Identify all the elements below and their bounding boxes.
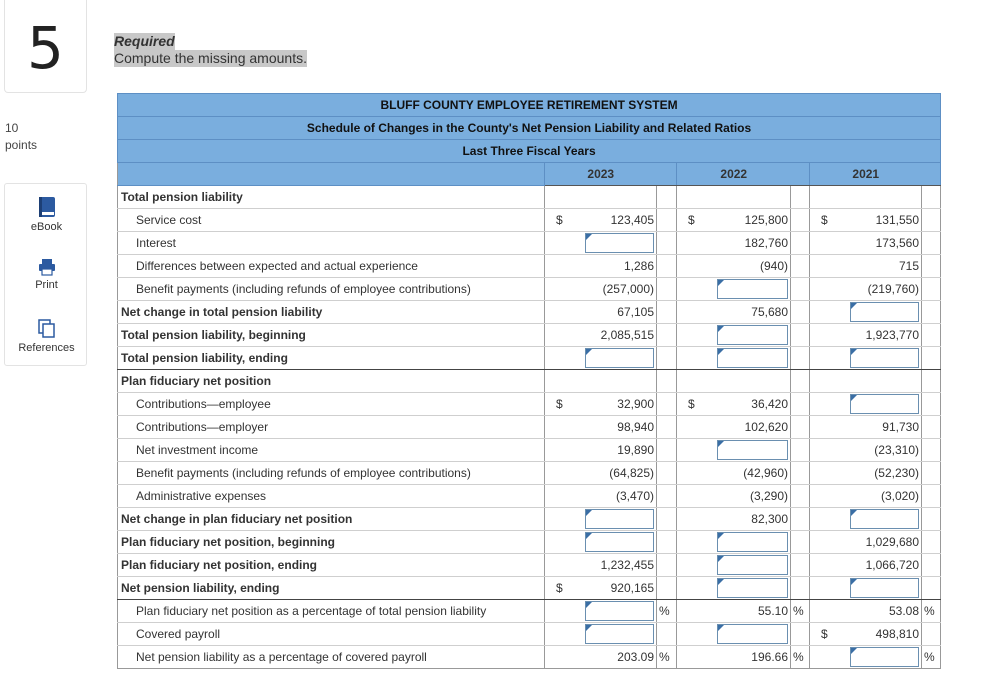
empty-cell bbox=[585, 186, 657, 209]
percent-sign bbox=[657, 255, 677, 278]
answer-input-cell[interactable] bbox=[717, 623, 791, 646]
amount-cell: 102,620 bbox=[717, 416, 791, 439]
amount-cell: (219,760) bbox=[850, 278, 922, 301]
amount-cell: (64,825) bbox=[585, 462, 657, 485]
row-label: Net investment income bbox=[118, 439, 545, 462]
percent-sign bbox=[922, 531, 941, 554]
amount-cell: 67,105 bbox=[585, 301, 657, 324]
table-row bbox=[118, 554, 941, 577]
table-row bbox=[118, 255, 941, 278]
answer-input[interactable] bbox=[585, 624, 655, 644]
currency-sign: $ bbox=[677, 209, 717, 232]
year-2023: 2023 bbox=[545, 163, 657, 186]
amount-cell: (940) bbox=[717, 255, 791, 278]
amount-cell: 182,760 bbox=[717, 232, 791, 255]
currency-sign bbox=[677, 370, 717, 393]
amount-cell: 920,165 bbox=[585, 577, 657, 600]
percent-sign bbox=[791, 623, 810, 646]
percent-sign bbox=[922, 324, 941, 347]
currency-sign bbox=[810, 485, 850, 508]
currency-sign bbox=[677, 508, 717, 531]
currency-sign bbox=[545, 347, 585, 370]
table-row bbox=[118, 577, 941, 600]
percent-sign bbox=[791, 485, 810, 508]
percent-sign bbox=[922, 485, 941, 508]
currency-sign bbox=[810, 278, 850, 301]
currency-sign bbox=[545, 600, 585, 623]
answer-input-cell[interactable] bbox=[717, 439, 791, 462]
percent-sign bbox=[791, 278, 810, 301]
currency-sign bbox=[545, 370, 585, 393]
row-label: Net pension liability as a percentage of covered payroll bbox=[118, 646, 545, 669]
answer-input-cell[interactable] bbox=[717, 554, 791, 577]
currency-sign bbox=[677, 531, 717, 554]
answer-input[interactable] bbox=[585, 509, 655, 529]
printer-icon bbox=[38, 258, 56, 276]
amount-cell: 53.08 bbox=[850, 600, 922, 623]
amount-cell: 55.10 bbox=[717, 600, 791, 623]
row-label: Contributions—employer bbox=[118, 416, 545, 439]
amount-cell: 173,560 bbox=[850, 232, 922, 255]
table-row bbox=[118, 416, 941, 439]
percent-sign bbox=[791, 462, 810, 485]
row-label: Plan fiduciary net position as a percentage of total pension liability bbox=[118, 600, 545, 623]
currency-sign bbox=[545, 232, 585, 255]
table-row bbox=[118, 370, 941, 393]
row-label: Administrative expenses bbox=[118, 485, 545, 508]
tools-panel bbox=[4, 183, 87, 366]
currency-sign bbox=[810, 577, 850, 600]
percent-sign bbox=[791, 209, 810, 232]
answer-input[interactable] bbox=[850, 647, 920, 667]
amount-cell: 203.09 bbox=[585, 646, 657, 669]
currency-sign bbox=[677, 232, 717, 255]
row-label: Contributions—employee bbox=[118, 393, 545, 416]
currency-sign bbox=[677, 278, 717, 301]
answer-input[interactable] bbox=[585, 532, 655, 552]
empty-cell bbox=[717, 186, 791, 209]
table-row bbox=[118, 186, 941, 209]
currency-sign bbox=[677, 554, 717, 577]
amount-cell: 125,800 bbox=[717, 209, 791, 232]
currency-sign: $ bbox=[810, 623, 850, 646]
currency-sign bbox=[810, 393, 850, 416]
currency-sign bbox=[677, 324, 717, 347]
currency-sign bbox=[545, 255, 585, 278]
percent-sign bbox=[922, 278, 941, 301]
answer-input[interactable] bbox=[717, 325, 789, 345]
row-label: Service cost bbox=[118, 209, 545, 232]
percent-sign bbox=[657, 439, 677, 462]
answer-input[interactable] bbox=[717, 532, 789, 552]
amount-cell: 498,810 bbox=[850, 623, 922, 646]
currency-sign bbox=[810, 600, 850, 623]
amount-cell: 2,085,515 bbox=[585, 324, 657, 347]
currency-sign bbox=[677, 485, 717, 508]
currency-sign bbox=[545, 324, 585, 347]
percent-sign bbox=[791, 255, 810, 278]
percent-sign bbox=[922, 439, 941, 462]
points-label: points bbox=[5, 138, 38, 152]
percent-sign bbox=[791, 439, 810, 462]
percent-sign bbox=[657, 186, 677, 209]
answer-input[interactable] bbox=[850, 509, 920, 529]
pension-schedule bbox=[117, 93, 940, 669]
currency-sign: $ bbox=[545, 393, 585, 416]
percent-sign bbox=[922, 209, 941, 232]
amount-cell: 1,286 bbox=[585, 255, 657, 278]
answer-input-cell[interactable] bbox=[850, 646, 922, 669]
amount-cell: 82,300 bbox=[717, 508, 791, 531]
currency-sign bbox=[677, 416, 717, 439]
required-title: Required bbox=[114, 33, 175, 49]
print-button[interactable] bbox=[5, 258, 88, 291]
currency-sign bbox=[810, 324, 850, 347]
percent-sign bbox=[657, 209, 677, 232]
currency-sign bbox=[810, 186, 850, 209]
amount-cell: 98,940 bbox=[585, 416, 657, 439]
table-row bbox=[118, 462, 941, 485]
amount-cell: (3,290) bbox=[717, 485, 791, 508]
percent-sign bbox=[657, 508, 677, 531]
empty-cell bbox=[717, 370, 791, 393]
currency-sign bbox=[810, 439, 850, 462]
required-instruction: Compute the missing amounts. bbox=[114, 50, 307, 66]
question-number: 5 bbox=[27, 14, 64, 82]
table-subtitle: Schedule of Changes in the County's Net Pension Liability and Related Ratios bbox=[118, 117, 941, 140]
answer-input-cell[interactable] bbox=[717, 531, 791, 554]
currency-sign bbox=[545, 301, 585, 324]
percent-sign bbox=[922, 577, 941, 600]
answer-input[interactable] bbox=[717, 440, 789, 460]
amount-cell: (42,960) bbox=[717, 462, 791, 485]
percent-sign bbox=[657, 393, 677, 416]
currency-sign bbox=[677, 646, 717, 669]
answer-input[interactable] bbox=[717, 578, 789, 598]
percent-sign bbox=[922, 508, 941, 531]
year-2022: 2022 bbox=[677, 163, 791, 186]
answer-input-cell[interactable] bbox=[850, 347, 922, 370]
percent-sign bbox=[657, 301, 677, 324]
answer-input[interactable] bbox=[585, 348, 655, 368]
percent-sign bbox=[922, 416, 941, 439]
ebook-button[interactable] bbox=[5, 196, 88, 233]
percent-sign bbox=[791, 531, 810, 554]
currency-sign bbox=[677, 600, 717, 623]
row-label: Benefit payments (including refunds of employee contributions) bbox=[118, 462, 545, 485]
currency-sign bbox=[677, 186, 717, 209]
currency-sign bbox=[677, 623, 717, 646]
amount-cell: (23,310) bbox=[850, 439, 922, 462]
schedule-rows bbox=[118, 186, 941, 669]
documents-icon bbox=[38, 319, 56, 339]
references-label: References bbox=[18, 342, 75, 354]
currency-sign bbox=[545, 416, 585, 439]
answer-input[interactable] bbox=[850, 348, 920, 368]
amount-cell: 36,420 bbox=[717, 393, 791, 416]
percent-sign bbox=[657, 416, 677, 439]
currency-sign: $ bbox=[545, 577, 585, 600]
ebook-label: eBook bbox=[30, 221, 63, 233]
table-row bbox=[118, 301, 941, 324]
percent-sign bbox=[657, 531, 677, 554]
percent-sign bbox=[657, 577, 677, 600]
currency-sign: $ bbox=[677, 393, 717, 416]
percent-sign bbox=[791, 301, 810, 324]
answer-input[interactable] bbox=[850, 302, 920, 322]
currency-sign bbox=[677, 301, 717, 324]
answer-input-cell[interactable] bbox=[850, 301, 922, 324]
amount-cell: (3,470) bbox=[585, 485, 657, 508]
percent-sign bbox=[657, 347, 677, 370]
percent-sign bbox=[791, 508, 810, 531]
currency-sign bbox=[545, 278, 585, 301]
answer-input-cell[interactable] bbox=[585, 600, 657, 623]
currency-sign bbox=[810, 255, 850, 278]
percent-sign bbox=[657, 623, 677, 646]
percent-sign bbox=[791, 347, 810, 370]
row-label: Plan fiduciary net position, ending bbox=[118, 554, 545, 577]
empty-cell bbox=[850, 370, 922, 393]
answer-input-cell[interactable] bbox=[585, 508, 657, 531]
answer-input[interactable] bbox=[585, 601, 655, 621]
amount-cell: 19,890 bbox=[585, 439, 657, 462]
percent-sign bbox=[922, 393, 941, 416]
currency-sign bbox=[810, 554, 850, 577]
percent-sign bbox=[791, 370, 810, 393]
answer-input-cell[interactable] bbox=[717, 278, 791, 301]
table-row bbox=[118, 508, 941, 531]
percent-sign bbox=[922, 255, 941, 278]
amount-cell: 123,405 bbox=[585, 209, 657, 232]
currency-sign bbox=[677, 439, 717, 462]
currency-sign bbox=[677, 462, 717, 485]
percent-sign bbox=[657, 462, 677, 485]
required-section bbox=[114, 33, 307, 67]
amount-cell: 91,730 bbox=[850, 416, 922, 439]
currency-sign bbox=[545, 531, 585, 554]
currency-sign bbox=[545, 439, 585, 462]
amount-cell: 196.66 bbox=[717, 646, 791, 669]
answer-input[interactable] bbox=[850, 394, 920, 414]
percent-sign bbox=[791, 324, 810, 347]
table-row bbox=[118, 600, 941, 623]
row-label: Plan fiduciary net position bbox=[118, 370, 545, 393]
percent-sign bbox=[657, 554, 677, 577]
percent-sign bbox=[922, 301, 941, 324]
currency-sign bbox=[810, 531, 850, 554]
currency-sign bbox=[545, 462, 585, 485]
amount-cell: 1,029,680 bbox=[850, 531, 922, 554]
currency-sign: $ bbox=[545, 209, 585, 232]
percent-sign bbox=[922, 370, 941, 393]
amount-cell: 1,923,770 bbox=[850, 324, 922, 347]
amount-cell: (257,000) bbox=[585, 278, 657, 301]
currency-sign bbox=[810, 347, 850, 370]
answer-input[interactable] bbox=[717, 279, 789, 299]
question-number-box bbox=[4, 0, 87, 93]
currency-sign bbox=[810, 416, 850, 439]
percent-sign bbox=[791, 393, 810, 416]
row-label: Interest bbox=[118, 232, 545, 255]
answer-input-cell[interactable] bbox=[850, 393, 922, 416]
row-label: Net change in total pension liability bbox=[118, 301, 545, 324]
currency-sign bbox=[810, 462, 850, 485]
currency-sign bbox=[545, 186, 585, 209]
table-row bbox=[118, 209, 941, 232]
row-label: Total pension liability, ending bbox=[118, 347, 545, 370]
currency-sign bbox=[810, 370, 850, 393]
row-label: Total pension liability, beginning bbox=[118, 324, 545, 347]
table-row bbox=[118, 439, 941, 462]
currency-sign bbox=[545, 623, 585, 646]
percent-sign bbox=[791, 416, 810, 439]
amount-cell: 32,900 bbox=[585, 393, 657, 416]
currency-sign bbox=[677, 255, 717, 278]
answer-input-cell[interactable] bbox=[585, 623, 657, 646]
percent-sign bbox=[791, 577, 810, 600]
currency-sign bbox=[677, 577, 717, 600]
percent-sign: % bbox=[922, 600, 941, 623]
currency-sign bbox=[545, 508, 585, 531]
empty-cell bbox=[585, 370, 657, 393]
amount-cell: 1,066,720 bbox=[850, 554, 922, 577]
percent-sign bbox=[791, 554, 810, 577]
percent-sign: % bbox=[791, 646, 810, 669]
row-label: Benefit payments (including refunds of employee contributions) bbox=[118, 278, 545, 301]
amount-cell: (52,230) bbox=[850, 462, 922, 485]
percent-sign: % bbox=[657, 600, 677, 623]
book-icon bbox=[38, 196, 56, 218]
percent-sign bbox=[657, 232, 677, 255]
table-row bbox=[118, 623, 941, 646]
empty-cell bbox=[850, 186, 922, 209]
row-label: Plan fiduciary net position, beginning bbox=[118, 531, 545, 554]
answer-input-cell[interactable] bbox=[585, 531, 657, 554]
currency-sign bbox=[810, 232, 850, 255]
schedule-table bbox=[117, 93, 941, 669]
table-row bbox=[118, 347, 941, 370]
answer-input[interactable] bbox=[585, 233, 655, 253]
percent-sign bbox=[657, 324, 677, 347]
currency-sign bbox=[810, 508, 850, 531]
answer-input[interactable] bbox=[717, 624, 789, 644]
percent-sign: % bbox=[922, 646, 941, 669]
print-label: Print bbox=[35, 279, 58, 291]
currency-sign bbox=[545, 485, 585, 508]
table-row bbox=[118, 393, 941, 416]
references-button[interactable] bbox=[5, 319, 88, 354]
row-label: Net pension liability, ending bbox=[118, 577, 545, 600]
answer-input-cell[interactable] bbox=[717, 347, 791, 370]
row-label: Net change in plan fiduciary net position bbox=[118, 508, 545, 531]
table-row bbox=[118, 646, 941, 669]
year-2021: 2021 bbox=[810, 163, 922, 186]
percent-sign: % bbox=[657, 646, 677, 669]
percent-sign bbox=[791, 232, 810, 255]
currency-sign bbox=[677, 347, 717, 370]
percent-sign bbox=[791, 186, 810, 209]
percent-sign bbox=[922, 554, 941, 577]
table-period: Last Three Fiscal Years bbox=[118, 140, 941, 163]
percent-sign bbox=[922, 462, 941, 485]
percent-sign bbox=[922, 232, 941, 255]
amount-cell: 1,232,455 bbox=[585, 554, 657, 577]
answer-input-cell[interactable] bbox=[585, 347, 657, 370]
percent-sign bbox=[657, 485, 677, 508]
row-label: Total pension liability bbox=[118, 186, 545, 209]
answer-input[interactable] bbox=[850, 578, 920, 598]
percent-sign bbox=[922, 186, 941, 209]
points-value: 10 bbox=[5, 121, 19, 135]
currency-sign: $ bbox=[810, 209, 850, 232]
points-info bbox=[5, 120, 37, 154]
table-row bbox=[118, 324, 941, 347]
percent-sign bbox=[922, 347, 941, 370]
currency-sign bbox=[545, 646, 585, 669]
amount-cell: 715 bbox=[850, 255, 922, 278]
percent-sign bbox=[657, 278, 677, 301]
currency-sign bbox=[545, 554, 585, 577]
table-row bbox=[118, 278, 941, 301]
table-row bbox=[118, 232, 941, 255]
row-label: Differences between expected and actual experience bbox=[118, 255, 545, 278]
answer-input-cell[interactable] bbox=[850, 508, 922, 531]
table-row bbox=[118, 531, 941, 554]
percent-sign bbox=[922, 623, 941, 646]
amount-cell: (3,020) bbox=[850, 485, 922, 508]
amount-cell: 131,550 bbox=[850, 209, 922, 232]
currency-sign bbox=[810, 646, 850, 669]
currency-sign bbox=[810, 301, 850, 324]
answer-input-cell[interactable] bbox=[850, 577, 922, 600]
answer-input-cell[interactable] bbox=[717, 324, 791, 347]
table-row bbox=[118, 485, 941, 508]
answer-input[interactable] bbox=[717, 555, 789, 575]
row-label: Covered payroll bbox=[118, 623, 545, 646]
percent-sign: % bbox=[791, 600, 810, 623]
amount-cell: 75,680 bbox=[717, 301, 791, 324]
answer-input[interactable] bbox=[717, 348, 789, 368]
table-title: BLUFF COUNTY EMPLOYEE RETIREMENT SYSTEM bbox=[118, 94, 941, 117]
header-label-cell bbox=[118, 163, 545, 186]
answer-input-cell[interactable] bbox=[585, 232, 657, 255]
percent-sign bbox=[657, 370, 677, 393]
answer-input-cell[interactable] bbox=[717, 577, 791, 600]
